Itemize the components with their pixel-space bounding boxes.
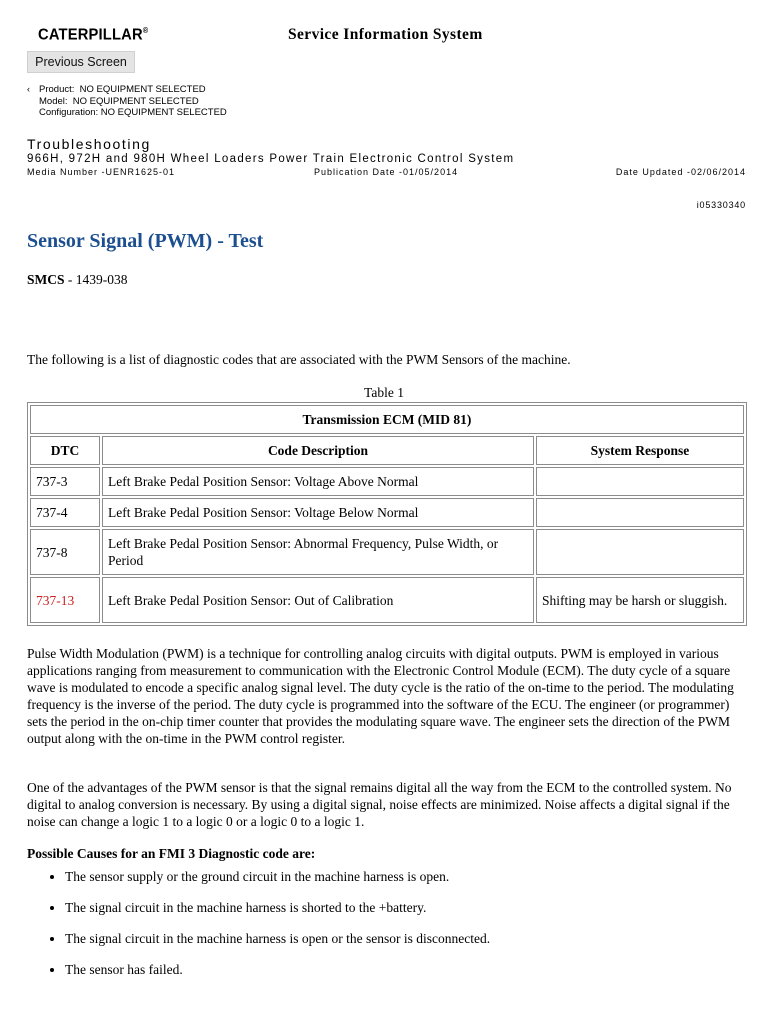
response-cell: Shifting may be harsh or sluggish. — [536, 577, 744, 623]
dtc-cell: 737-4 — [30, 498, 100, 527]
description-cell: Left Brake Pedal Position Sensor: Abnormal Frequency, Pulse Width, or Period — [102, 529, 534, 575]
dtc-link[interactable]: 737-13 — [30, 577, 100, 623]
list-item: • The signal circuit in the machine harness is open or the sensor is disconnected. — [65, 930, 768, 947]
date-updated: Date Updated -02/06/2014 — [615, 167, 746, 177]
table-group-header: Transmission ECM (MID 81) — [30, 405, 744, 434]
description-cell: Left Brake Pedal Position Sensor: Voltage Above Normal — [102, 467, 534, 496]
smcs-label: SMCS — [27, 272, 65, 287]
column-header-code-description: Code Description — [102, 436, 534, 465]
dtc-cell: 737-3 — [30, 467, 100, 496]
response-cell — [536, 529, 744, 575]
equipment-info — [27, 84, 227, 119]
causes-list — [27, 868, 768, 992]
list-item: • The sensor supply or the ground circuit in the machine harness is open. — [65, 868, 768, 885]
table-row — [30, 498, 744, 527]
pwm-advantages-paragraph: One of the advantages of the PWM sensor is that the signal remains digital all the way from the ECM to the controlled system. No digital to analog conversion is necessary. By using a digital signal, noise effects are minimized. Noise affects a digital signal if the noise can change a logic 1 to a logic 0 or a logic 0 to a logic 1. — [27, 780, 732, 829]
product-label: Product: — [39, 84, 75, 95]
table-row — [30, 577, 744, 623]
causes-heading: Possible Causes for an FMI 3 Diagnostic code are: — [27, 846, 316, 861]
model-label: Model: — [39, 95, 68, 107]
column-header-dtc: DTC — [30, 436, 100, 465]
response-cell — [536, 467, 744, 496]
configuration-label: Configuration: — [39, 107, 99, 118]
table-row — [30, 467, 744, 496]
table-caption: Table 1 — [364, 385, 404, 400]
app-title: Service Information System — [288, 26, 483, 43]
intro-text: The following is a list of diagnostic codes that are associated with the PWM Sensors of the machine. — [27, 352, 571, 367]
caterpillar-logo: CATERPILLAR® — [38, 26, 149, 44]
table-row — [30, 529, 744, 575]
doc-subtitle: 966H, 972H and 980H Wheel Loaders Power Train Electronic Control System — [27, 153, 515, 165]
smcs-value: - 1439-038 — [64, 272, 128, 287]
configuration-value: NO EQUIPMENT SELECTED — [100, 107, 227, 118]
previous-screen-button[interactable]: Previous Screen — [27, 51, 135, 73]
list-item: • The sensor has failed. — [65, 961, 768, 978]
column-header-system-response: System Response — [536, 436, 744, 465]
page-title: Sensor Signal (PWM) - Test — [27, 230, 264, 252]
product-value: NO EQUIPMENT SELECTED — [79, 84, 206, 95]
doc-id: i05330340 — [696, 200, 746, 210]
list-item: • The signal circuit in the machine harness is shorted to the +battery. — [65, 899, 768, 916]
doc-category: Troubleshooting — [27, 136, 151, 152]
dtc-table — [27, 402, 747, 626]
smcs-code — [27, 272, 128, 288]
description-cell: Left Brake Pedal Position Sensor: Out of Calibration — [102, 577, 534, 623]
model-value: NO EQUIPMENT SELECTED — [72, 95, 199, 107]
publication-date: Publication Date -01/05/2014 — [314, 167, 459, 177]
pwm-description-paragraph: Pulse Width Modulation (PWM) is a technique for controlling analog circuits with digital outputs. PWM is employed in various applications ranging from measurement to communication with the Electronic Control Module (ECM). The duty cycle of a square wave is modulated to encode a specific analog signal level. The duty cycle is the ratio of the on-time to the period. The modulating frequency is the inverse of the period. The duty cycle is programmed into the software of the ECU. The engineer (or programmer) sets the period in the on-chip timer counter that provides the modulating square wave. The engineer sets the direction of the PWM output along with the on-time in the PWM control register. — [27, 646, 734, 746]
response-cell — [536, 498, 744, 527]
media-number: Media Number -UENR1625-01 — [27, 167, 176, 177]
dtc-cell: 737-8 — [30, 529, 100, 575]
description-cell: Left Brake Pedal Position Sensor: Voltage Below Normal — [102, 498, 534, 527]
collapse-arrow-icon[interactable]: ‹ — [27, 84, 30, 94]
